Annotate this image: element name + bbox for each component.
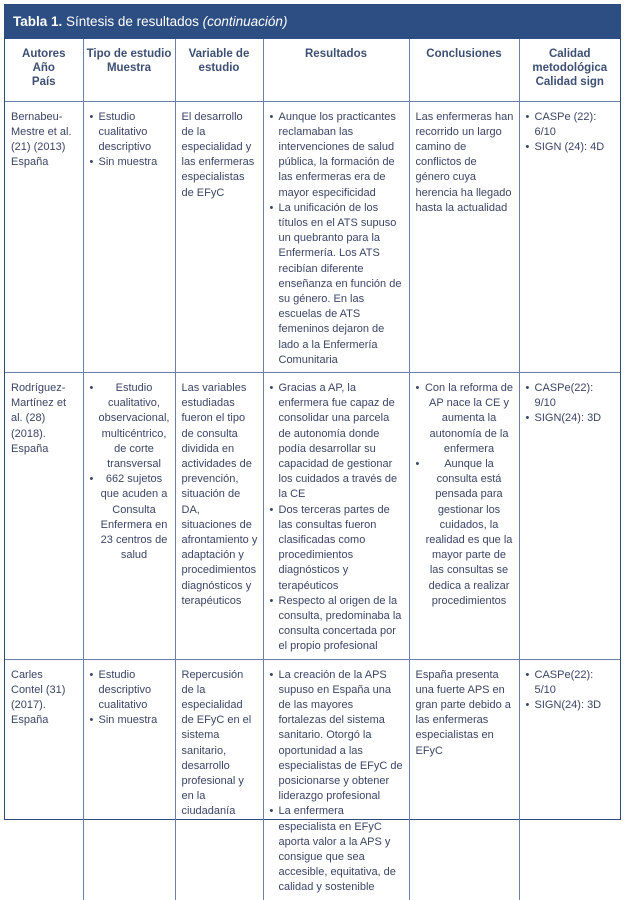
cell-conclusions	[409, 372, 519, 659]
table-row	[5, 659, 620, 900]
header-variable-line1: Variable de	[188, 48, 250, 60]
cell-variable: El desarrollo de la especialidad y las enfermeras especialistas de EFyC	[175, 101, 263, 372]
list-item: • Aunque la consulta está pensada para gestionar los cuidados, la realidad es que la mayor parte de las consultas se dedica a realizar procedimientos	[416, 457, 514, 609]
header-authors-line2: Año	[32, 62, 55, 74]
list-item: • Dos terceras partes de las consultas fueron clasificadas como procedimientos diagnósticos y terapéuticos	[270, 503, 404, 594]
table-title-note: (continuación)	[202, 14, 288, 29]
list-item: • Respecto al origen de la consulta, predominaba la consulta concertada por el propio profesional	[270, 594, 404, 655]
header-row	[5, 39, 620, 101]
list-item: • Estudio descriptivo cualitativo	[90, 668, 170, 714]
header-study-line2: Muestra	[106, 62, 152, 74]
list-item: • 662 sujetos que acuden a Consulta Enfermera en 23 centros de salud	[90, 472, 170, 563]
list-item: • Gracias a AP, la enfermera fue capaz de consolidar una parcela de autonomía donde podía desarrollar su capacidad de gestionar los cuidados a través de la CE	[270, 381, 404, 503]
list-item: • La creación de la APS supuso en España una de las mayores fortalezas del sistema sanitario. Otorgó la oportunidad a las especialistas de EFyC de posicionarse y obtener liderazgo profesional	[270, 668, 404, 805]
header-authors-line1: Autores	[22, 48, 66, 60]
header-variable	[175, 39, 263, 101]
header-authors	[5, 39, 83, 101]
header-quality-line3: Calidad sign	[535, 76, 604, 88]
table-title-label: Tabla 1.	[13, 14, 63, 29]
header-quality	[519, 39, 620, 101]
cell-results	[263, 659, 409, 900]
cell-quality	[519, 372, 620, 659]
list-item: • CASPe (22): 6/10	[526, 110, 616, 140]
cell-conclusions: España presenta una fuerte APS en gran parte debido a las enfermeras especialistas en EFyC	[409, 659, 519, 900]
cell-results	[263, 101, 409, 372]
results-table-figure	[4, 4, 621, 894]
list-item: • La enfermera especialista en EFyC aporta valor a la APS y consigue que sea accesible, equitativa, de calidad y sostenible	[270, 804, 404, 895]
cell-authors: Rodríguez-Martínez et al. (28) (2018). España	[5, 372, 83, 659]
header-study-type	[83, 39, 175, 101]
cell-conclusions: Las enfermeras han recorrido un largo camino de conflictos de género cuya herencia ha llegado hasta la actualidad	[409, 101, 519, 372]
header-conclusions: Conclusiones	[409, 39, 519, 101]
table-row	[5, 101, 620, 372]
table-title-text: Síntesis de resultados	[66, 14, 199, 29]
list-item: • Sin muestra	[90, 155, 170, 170]
list-item: • SIGN(24): 3D	[526, 698, 616, 713]
cell-authors: Bernabeu-Mestre et al. (21) (2013) España	[5, 101, 83, 372]
header-authors-line3: País	[31, 76, 56, 88]
cell-results	[263, 372, 409, 659]
header-results: Resultados	[263, 39, 409, 101]
header-variable-line2: estudio	[198, 62, 240, 74]
list-item: • Estudio cualitativo, observacional, multicéntrico, de corte transversal	[90, 381, 170, 472]
cell-quality	[519, 101, 620, 372]
cell-quality	[519, 659, 620, 900]
cell-authors: Carles Contel (31) (2017). España	[5, 659, 83, 900]
header-quality-line1: Calidad	[548, 48, 591, 60]
table-title	[5, 5, 620, 39]
header-quality-line2: metodológica	[532, 62, 608, 74]
list-item: • Estudio cualitativo descriptivo	[90, 110, 170, 156]
cell-study-type	[83, 372, 175, 659]
list-item: • Con la reforma de AP nace la CE y aumenta la autonomía de la enfermera	[416, 381, 514, 457]
cell-variable: Las variables estudiadas fueron el tipo de consulta dividida en actividades de prevención, situación de DA, situaciones de afrontamiento y adaptación y procedimientos diagnósticos y terapéuticos	[175, 372, 263, 659]
list-item: • SIGN(24): 3D	[526, 411, 616, 426]
cell-variable: Repercusión de la especialidad de EFyC en el sistema sanitario, desarrollo profesional y en la ciudadanía	[175, 659, 263, 900]
list-item: • SIGN (24): 4D	[526, 140, 616, 155]
cell-study-type	[83, 101, 175, 372]
list-item: • CASPe(22): 5/10	[526, 668, 616, 698]
table-row	[5, 372, 620, 659]
list-item: • Sin muestra	[90, 713, 170, 728]
cell-study-type	[83, 659, 175, 900]
results-table	[5, 39, 620, 900]
header-study-line1: Tipo de estudio	[86, 48, 172, 60]
list-item: • La unificación de los títulos en el ATS supuso un quebranto para la Enfermería. Los ATS recibían diferente enseñanza en función de su género. En las escuelas de ATS femeninos dejaron de lado a la Enfermería Comunitaria	[270, 201, 404, 368]
list-item: • CASPe(22): 9/10	[526, 381, 616, 411]
list-item: • Aunque los practicantes reclamaban las intervenciones de salud pública, la formación de las enfermeras era de mayor especificidad	[270, 110, 404, 201]
